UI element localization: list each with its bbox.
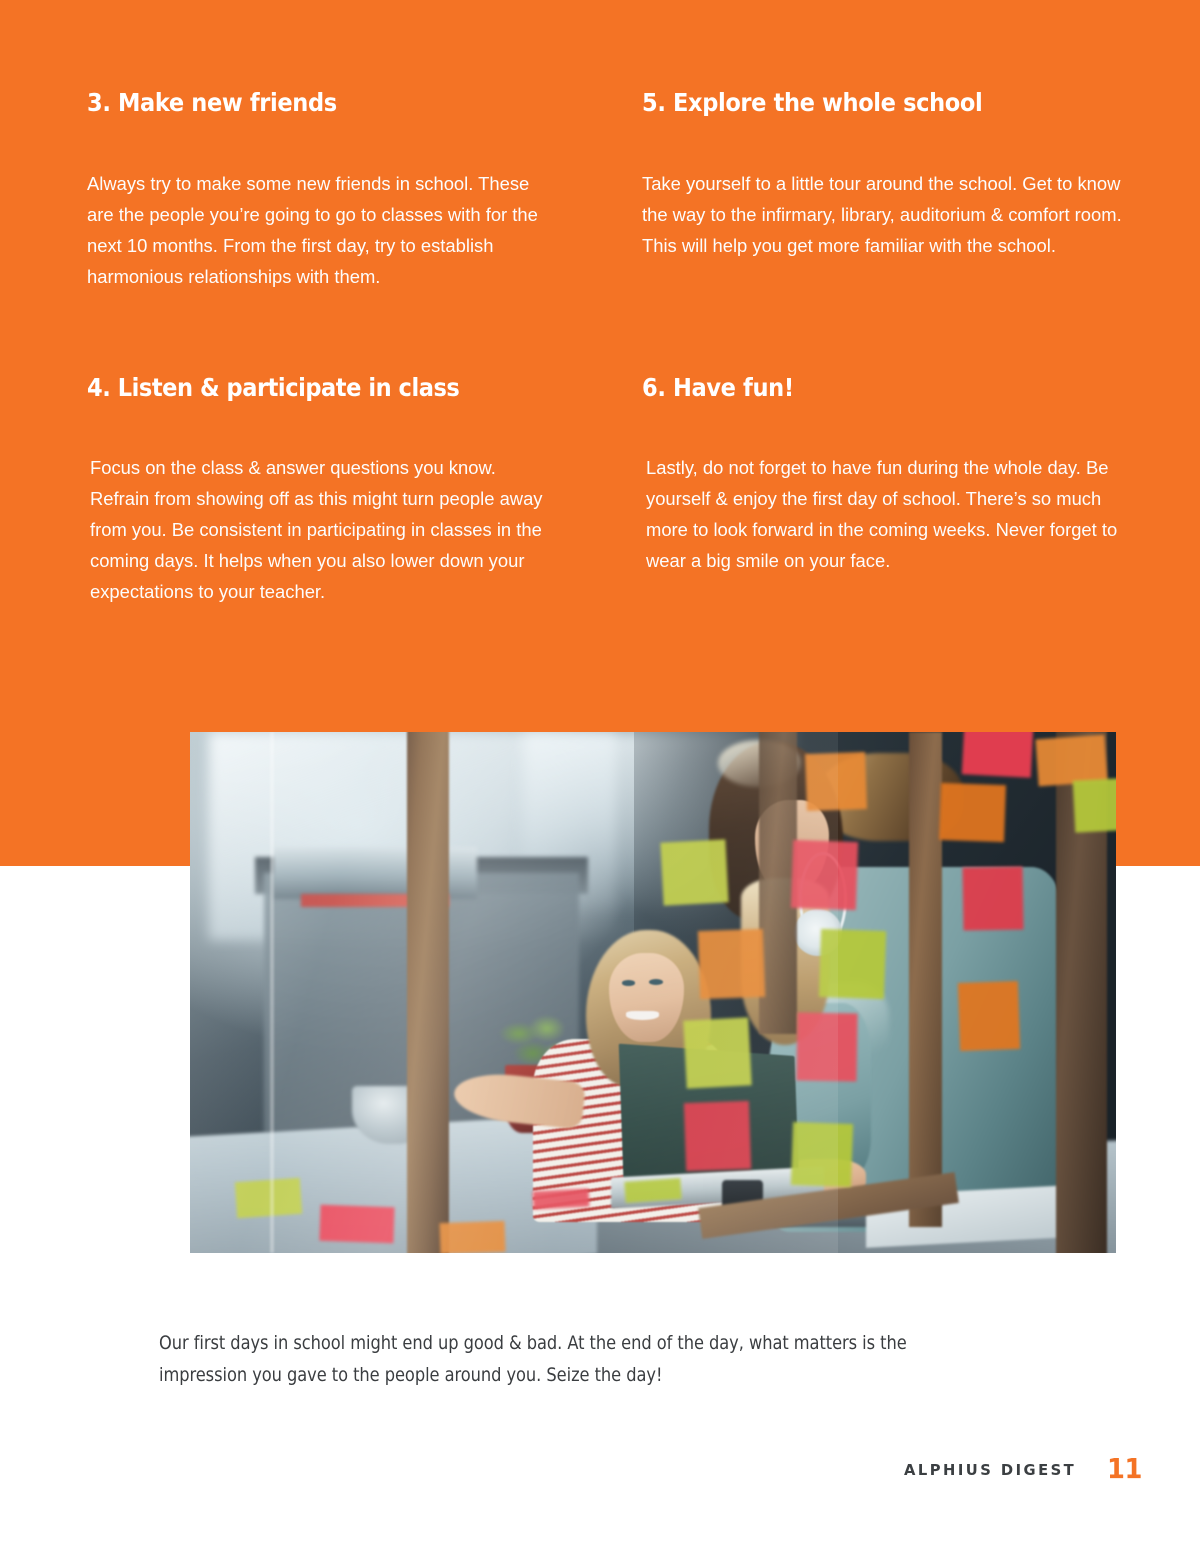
- tip-body-4: Focus on the class & answer questions you know. Refrain from showing off as this might turn people away from you. Be consistent in participating in classes in the coming days. It helps when you also lower down your expectations to your teacher.: [90, 456, 543, 602]
- photo-sticky-note: [439, 1221, 505, 1253]
- tip-body-5: Take yourself to a little tour around the school. Get to know the way to the infirmary, library, auditorium & comfort room. This will help you get more familiar with the school.: [642, 172, 1122, 256]
- tip-body-3: Always try to make some new friends in school. These are the people you’re going to go to classes with for the next 10 months. From the first day, try to establish harmonious relationships with them.: [87, 172, 538, 287]
- photo-person-seated-eye-right: [649, 979, 663, 985]
- photo-sticky-note: [532, 1189, 588, 1210]
- photo-sticky-note: [791, 1122, 853, 1187]
- photo-sticky-note: [796, 1013, 857, 1082]
- footer-brand-name: ALPHIUS DIGEST: [903, 1461, 1076, 1479]
- tip-heading-4: 4. Listen & participate in class: [87, 373, 460, 402]
- tips-grid: [0, 0, 1200, 700]
- tip-card-6: [642, 375, 1142, 576]
- photo-sticky-note: [957, 981, 1020, 1051]
- photo-sticky-note: [684, 1017, 752, 1088]
- photo-wood-post-left: [407, 732, 450, 1253]
- tip-body-6: Lastly, do not forget to have fun during the whole day. Be yourself & enjoy the first day of school. There’s so much more to look forward in the coming weeks. Never forget to wear a big smile on your face.: [646, 456, 1118, 571]
- photo-sticky-note: [805, 752, 867, 811]
- photo-wood-post-right: [909, 732, 942, 1227]
- photo-sticky-note: [963, 867, 1024, 931]
- tip-heading-6: 6. Have fun!: [642, 373, 794, 402]
- photo-sticky-note: [939, 783, 1006, 843]
- photo-glass-edge: [270, 732, 275, 1253]
- photo-sticky-note: [684, 1101, 751, 1171]
- photo-sticky-note: [698, 929, 765, 999]
- tip-heading-5: 5. Explore the whole school: [642, 88, 983, 117]
- tip-heading-3: 3. Make new friends: [87, 88, 337, 117]
- photo-person-seated-face: [609, 953, 683, 1042]
- photo-sticky-note: [962, 732, 1034, 778]
- tip-card-3: [87, 90, 557, 292]
- photo-sticky-note: [1073, 777, 1116, 832]
- tip-card-5: [642, 90, 1142, 261]
- photo-canvas: [190, 732, 1116, 1253]
- photo-sticky-note: [819, 929, 886, 999]
- article-photo: [190, 732, 1116, 1253]
- photo-sticky-note: [625, 1178, 682, 1203]
- photo-sticky-note: [319, 1205, 394, 1244]
- tip-card-4: [87, 375, 557, 607]
- photo-person-seated-eye-left: [622, 980, 636, 986]
- page-number: 11: [1107, 1452, 1142, 1485]
- closing-paragraph: Our first days in school might end up good & bad. At the end of the day, what matters is the impression you gave to the people around you. Seize the day!: [159, 1332, 907, 1386]
- photo-sticky-note: [791, 840, 858, 910]
- photo-sticky-note: [661, 840, 729, 906]
